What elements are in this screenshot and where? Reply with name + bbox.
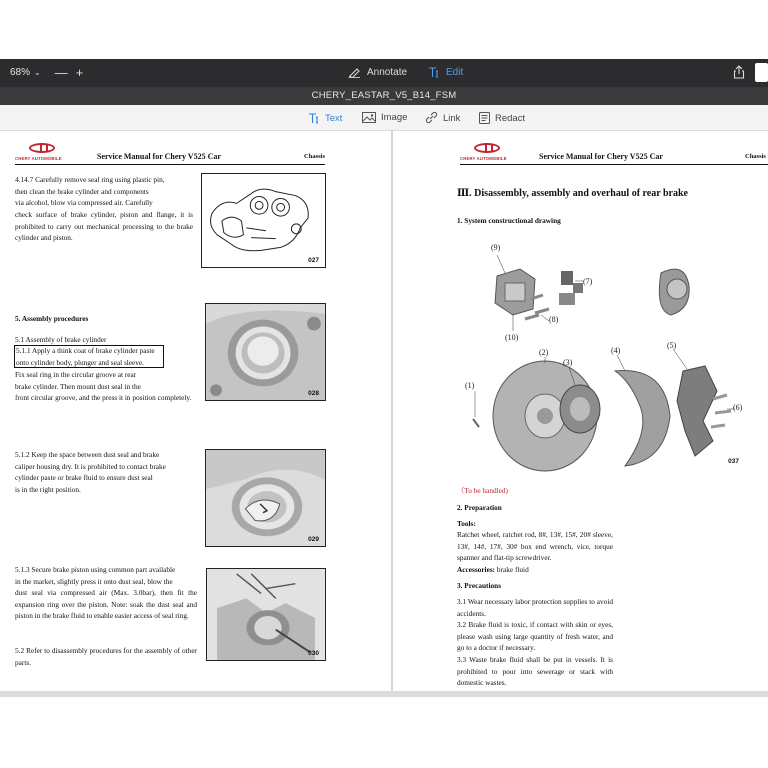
precaution-31: 3.1 Wear necessary labor protection supplies to avoid accidents. (457, 597, 613, 618)
header-title: Service Manual for Chery V525 Car (539, 152, 663, 161)
part-label-9: (9) (491, 243, 501, 252)
paragraph-511: Fix seal ring in the circular groove at rear brake cylinder. Then mount dust seal in the (15, 370, 141, 391)
tools-label: Tools: (457, 519, 476, 528)
figure-number: 030 (308, 650, 319, 657)
chevron-down-icon[interactable]: ⌄ (34, 68, 41, 77)
section-5-title: 5. Assembly procedures (15, 314, 89, 323)
right-page[interactable] (393, 131, 768, 691)
figure-number: 029 (308, 536, 319, 543)
figure-number: 028 (308, 390, 319, 397)
figure-030 (206, 568, 326, 661)
logo-text: CHERY AUTOMOBILE (15, 156, 62, 161)
share-icon[interactable] (733, 65, 745, 79)
paragraph-511-cont: front circular groove, and the press it in position completely. (15, 393, 192, 402)
paragraph-511-boxed-2: onto cylinder body, plunger and seal sleeve. (16, 358, 144, 367)
paragraph-4147-cont: check surface of brake cylinder, piston and flange, it is prohibited to carry out mechanical processing to the brake cylinder and piston. (15, 210, 193, 243)
document-title: CHERY_EASTAR_V5_B14_FSM (0, 87, 768, 105)
header-section: Chassis (745, 153, 766, 160)
accessories-label: Accessories: (457, 565, 496, 574)
edit-button[interactable] (428, 66, 463, 78)
text-tool[interactable] (308, 112, 342, 124)
precaution-32: 3.2 Brake fluid is toxic, if contact with skin or eyes, please wash using large quantity of fresh water, and go to a doctor if necessary. (457, 620, 613, 653)
image-tool[interactable] (362, 112, 407, 123)
zoom-level[interactable]: 68% (10, 67, 31, 78)
figure-number: 027 (308, 257, 319, 264)
link-tool-label: Link (443, 112, 461, 124)
chery-logo (15, 143, 77, 163)
sidebar-toggle-button[interactable] (755, 63, 768, 82)
accessories-line (457, 564, 529, 576)
zoom-control[interactable] (10, 64, 84, 80)
part-label-5: (5) (667, 341, 677, 350)
figure-028 (205, 303, 326, 401)
header-section: Chassis (304, 153, 325, 160)
page-header (15, 147, 325, 165)
chery-logo (460, 143, 522, 163)
paragraph-512: 5.1.2 Keep the space between dust seal and brake caliper housing dry. It is prohibited to contact brake cylinder paste or brake fluid to ensure dust seal is in the right position. (15, 450, 166, 495)
top-margin (0, 0, 768, 59)
accessories-text: brake fluid (495, 565, 529, 574)
text-cursor-icon (308, 112, 320, 124)
redact-tool[interactable] (479, 112, 525, 124)
tools-text: Ratchet wheel, ratchet rod, 8#, 13#, 15#, 20# sleeve, 13#, 14#, 17#, 30# box end wrench, vice, torque spanner and flat-tip screwdriver. (457, 530, 613, 563)
zoom-in-button[interactable]: + (75, 64, 84, 80)
pen-icon (348, 66, 361, 78)
subsection-3: 3. Precautions (457, 581, 502, 590)
part-label-6: (6) (733, 403, 743, 412)
edit-toolbar (0, 105, 768, 131)
redact-icon (479, 112, 490, 124)
link-icon (425, 112, 438, 124)
bottom-margin (0, 697, 768, 768)
redact-tool-label: Redact (495, 112, 526, 124)
text-tool-label: Text (325, 112, 343, 124)
paragraph-51: 5.1 Assembly of brake cylinder (15, 335, 107, 344)
figure-number: 037 (728, 458, 739, 465)
handled-note: （To be handled) (457, 486, 508, 495)
figure-027 (201, 173, 326, 268)
image-tool-label: Image (381, 112, 408, 123)
figure-029 (205, 449, 326, 547)
paragraph-52: 5.2 Refer to disassembly procedures for the assembly of other parts. (15, 646, 197, 667)
main-toolbar (0, 59, 768, 87)
precaution-33: 3.3 Waste brake fluid shall be put in vessels. It is prohibited to pour into sewerage or stack with domestic wastes. (457, 655, 613, 688)
zoom-out-button[interactable]: — (54, 64, 68, 80)
link-tool[interactable] (425, 112, 460, 124)
constructional-drawing (465, 231, 749, 475)
paragraph-511-boxed-1: 5.1.1 Apply a think coat of brake cylinder paste (16, 346, 155, 355)
annotate-button[interactable] (348, 66, 407, 78)
part-label-2: (2) (539, 348, 549, 357)
part-label-7: (7) (583, 277, 593, 286)
image-icon (362, 112, 376, 123)
subsection-1: 1. System constructional drawing (457, 216, 561, 225)
part-label-1: (1) (465, 381, 475, 390)
part-label-3: (3) (563, 358, 573, 367)
part-label-4: (4) (611, 346, 621, 355)
paragraph-513-cont: dust seal via compressed air (Max. 3.0bar), then fit the expansion ring over the piston. Note: soak the dust seal and piston in the brake fluid to enable easier access of seal ring. (15, 588, 197, 621)
left-page[interactable] (0, 131, 391, 691)
subsection-2: 2. Preparation (457, 503, 502, 512)
edit-label: Edit (446, 66, 464, 78)
paragraph-513: 5.1.3 Secure brake piston using common part available in the market, slightly press it onto dust seal, blow the (15, 565, 176, 586)
paragraph-4147: 4.14.7 Carefully remove seal ring using plastic pin, then clean the brake cylinder and components via alcohol, blow via compressed air. Carefully (15, 175, 165, 208)
part-label-8: (8) (549, 315, 559, 324)
part-label-10: (10) (505, 333, 519, 342)
section-heading: Ⅲ. Disassembly, assembly and overhaul of rear brake (457, 188, 688, 199)
header-title: Service Manual for Chery V525 Car (97, 152, 221, 161)
annotate-label: Annotate (367, 66, 408, 78)
text-cursor-icon (428, 66, 440, 78)
logo-text: CHERY AUTOMOBILE (460, 156, 507, 161)
page-header (460, 147, 768, 165)
